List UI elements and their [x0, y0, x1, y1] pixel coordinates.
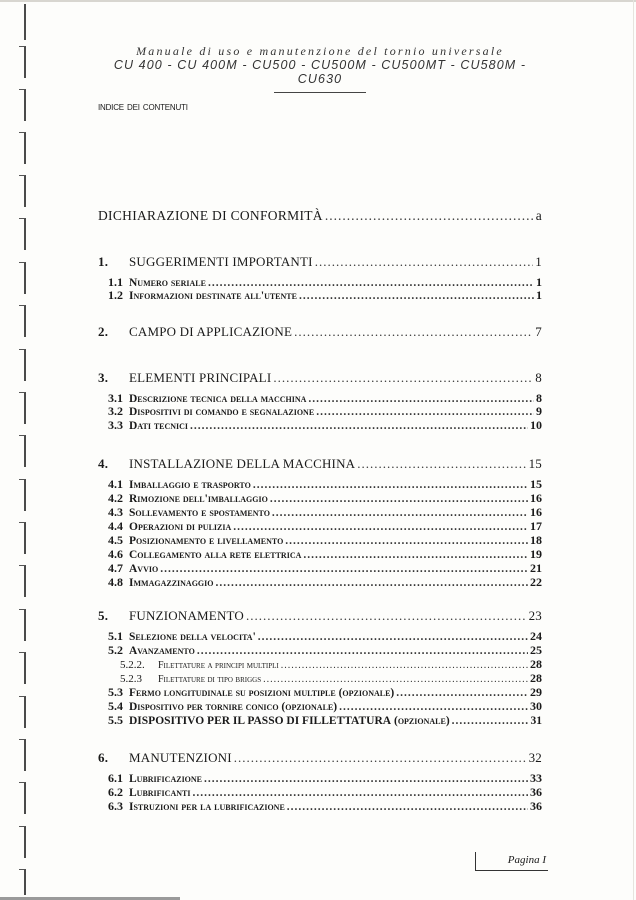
toc-item-4-6[interactable]: 4.6 Collegamento alla rete elettrica ..... 19: [98, 547, 542, 562]
binding-ring-icon: [19, 522, 26, 554]
toc-item-4-7[interactable]: 4.7 Avvio ..... 21: [98, 561, 542, 576]
page-footer: [475, 852, 548, 871]
toc-section-6[interactable]: 6. MANUTENZIONI ..... 32: [98, 750, 542, 766]
toc-item-5-4[interactable]: 5.4 Dispositivo per tornire conico (opzionale) ..... 30: [98, 699, 542, 714]
manual-title: Manuale di uso e manutenzione del tornio universale: [136, 44, 504, 58]
toc-item-3-3[interactable]: 3.3 Dati tecnici ..... 10: [98, 418, 542, 433]
binding-ring-icon: [19, 652, 26, 684]
binding-ring-icon: [19, 349, 26, 381]
toc-item-5-1[interactable]: 5.1 Selezione della velocita' ..... 24: [98, 629, 542, 644]
binding-ring-icon: [19, 132, 26, 164]
toc-item-4-3[interactable]: 4.3 Sollevamento e spostamento ..... 16: [98, 505, 542, 520]
page-top-edge: [0, 0, 636, 2]
page-number: Pagina I: [507, 854, 546, 866]
toc-section-2[interactable]: 2. CAMPO DI APPLICAZIONE ..... 7: [98, 324, 542, 340]
binding-ring-icon: [19, 46, 26, 78]
header-rule: [274, 92, 366, 93]
toc-item-5-3[interactable]: 5.3 Fermo longitudinale su posizioni multiple (opzionale) ..... 29: [98, 685, 542, 700]
toc-item-3-1[interactable]: 3.1 Descrizione tecnica della macchina ..... 8: [98, 391, 542, 406]
binding-ring-icon: [19, 392, 26, 424]
toc-item-5-5[interactable]: 5.5 DISPOSITIVO PER IL PASSO DI FILLETTATURA (opzionale) ..... 31: [98, 713, 542, 728]
binding-ring-icon: [19, 565, 26, 597]
binding-ring-icon: [19, 869, 26, 895]
toc-item-5-2-2[interactable]: 5.2.2. Filettature a principi multipli ..... 28: [98, 657, 542, 672]
binding-ring-icon: [19, 696, 26, 728]
binding-ring-icon: [19, 826, 26, 858]
toc-section-1[interactable]: 1. SUGGERIMENTI IMPORTANTI ..... 1: [98, 254, 542, 270]
running-header: [90, 44, 550, 93]
page-right-edge: [633, 0, 634, 900]
toc-item-4-1[interactable]: 4.1 Imballaggio e trasporto ..... 15: [98, 477, 542, 492]
binding-ring-icon: [19, 479, 26, 511]
toc-entry-declaration[interactable]: DICHIARAZIONE DI CONFORMITÀ ..... a: [98, 208, 542, 224]
binding-ring-icon: [19, 89, 26, 121]
toc-item-4-2[interactable]: 4.2 Rimozione dell'imballaggio ..... 16: [98, 491, 542, 506]
toc-item-4-5[interactable]: 4.5 Posizionamento e livellamento ..... 18: [98, 533, 542, 548]
toc-item-6-2[interactable]: 6.2 Lubrificanti ..... 36: [98, 785, 542, 800]
binding-ring-icon: [19, 175, 26, 207]
toc-item-1-1[interactable]: 1.1 Numero seriale ..... 1: [98, 275, 542, 290]
binding-ring-icon: [19, 609, 26, 641]
binding-ring-icon: [19, 262, 26, 294]
model-list: CU 400 - CU 400M - CU500 - CU500M - CU500MT - CU580M - CU630: [113, 58, 527, 86]
toc-item-6-3[interactable]: 6.3 Istruzioni per la lubrificazione ..... 36: [98, 799, 542, 814]
binding-ring-icon: [19, 4, 26, 40]
binding-ring-icon: [19, 305, 26, 337]
toc-item-4-8[interactable]: 4.8 Immagazzinaggio ..... 22: [98, 575, 542, 590]
toc-item-6-1[interactable]: 6.1 Lubrificazione ..... 33: [98, 771, 542, 786]
toc-item-5-2-3[interactable]: 5.2.3 Filettature di tipo briggs ..... 28: [98, 671, 542, 686]
toc-item-5-2[interactable]: 5.2 Avanzamento ..... 25: [98, 643, 542, 658]
toc-section-5[interactable]: 5. FUNZIONAMENTO ..... 23: [98, 608, 542, 624]
toc-item-4-4[interactable]: 4.4 Operazioni di pulizia ..... 17: [98, 519, 542, 534]
binding-ring-icon: [19, 435, 26, 467]
binding-ring-icon: [19, 782, 26, 814]
toc-item-3-2[interactable]: 3.2 Dispositivi di comando e segnalazione ..... 9: [98, 404, 542, 419]
binding-ring-icon: [19, 218, 26, 250]
binding-ring-icon: [19, 739, 26, 771]
index-title: indice dei contenuti: [98, 99, 188, 113]
toc-item-1-2[interactable]: 1.2 Informazioni destinate all'utente ..... 1: [98, 288, 542, 303]
toc-section-4[interactable]: 4. INSTALLAZIONE DELLA MACCHINA ..... 15: [98, 456, 542, 472]
toc-section-3[interactable]: 3. ELEMENTI PRINCIPALI ..... 8: [98, 370, 542, 386]
